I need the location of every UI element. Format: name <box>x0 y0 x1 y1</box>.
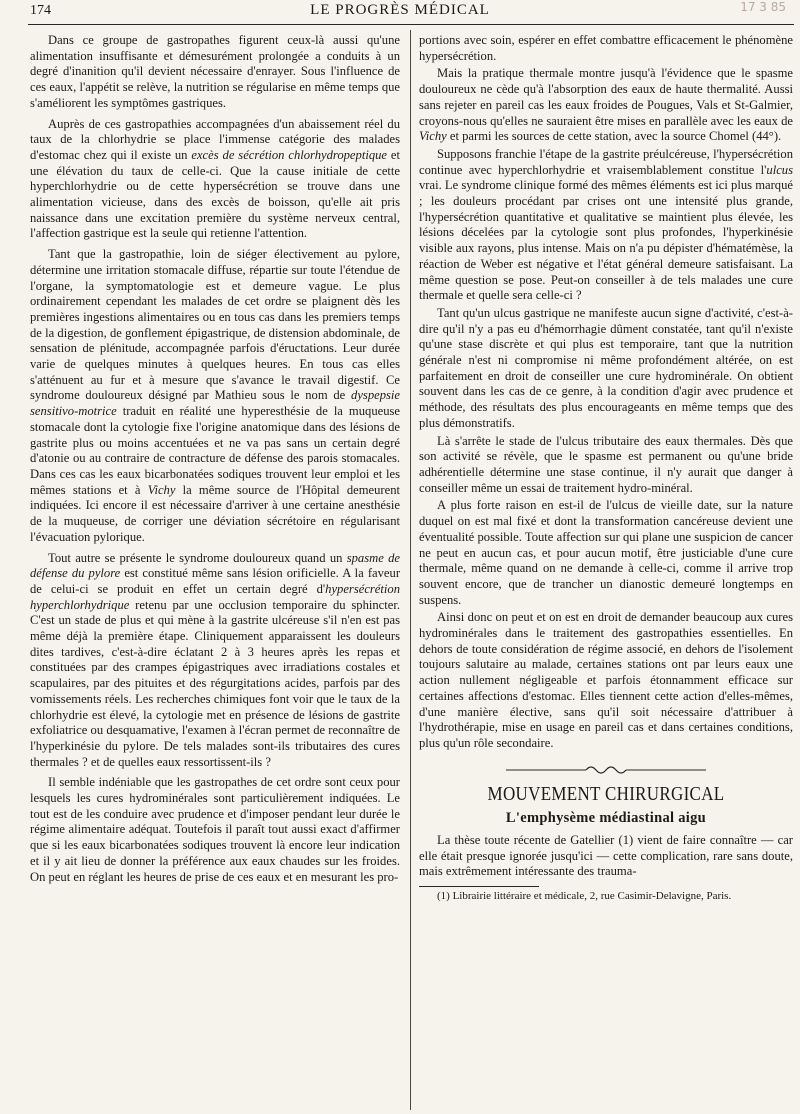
left-paragraph-2: Auprès de ces gastropathies accompagnées d'un abaissement réel du taux de la chlorhydrie se place l'immense catégorie des malades d'estomac chez qui il existe un excès de sécrétion chlorhydropeptique et une élévation du taux de celle-ci. Que la cause initiale de cette hyperchlorhydrie ou de cette hypersécrétion se trouve dans une alimentation vicieuse, dans des excès de boisson, qu'elle ait pris naissance dans une excitation première du système nerveux central, l'affection gastrique est la seule qui retienne l'attention. <box>30 116 400 241</box>
right-paragraph-5: Là s'arrête le stade de l'ulcus tributaire des eaux thermales. Dès que son activité se révèle, que le spasme est permanent ou qu'une bride adhérentielle détermine une stase continue, il n'y aurait que danger à conseiller même un essai de traitement hydro-minéral. <box>419 433 793 495</box>
ornament-divider-icon <box>506 764 706 776</box>
column-divider <box>410 30 411 1110</box>
right-paragraph-2: Mais la pratique thermale montre jusqu'à l'évidence que le spasme douloureux ne cède qu'à l'absorption des eaux de haute thermalité. Aussi sans rejeter en pareil cas les eaux froides de Pougues, Vals et St-Galmier, croyons-nous qu'elles ne sauraient être mises en parallèle avec les eaux de Vichy et parmi les sources de cette station, avec la source Chomel (44°). <box>419 66 793 144</box>
right-paragraph-3: Supposons franchie l'étape de la gastrite préulcéreuse, l'hypersécrétion continue avec hyperchlorhydrie et vraisemblablement constitue l'ulcus vrai. Le syndrome clinique formé des mêmes éléments est ici plus marqué ; les douleurs procédant par crises ont une intensité plus grande, l'hypersécrétion quantitative et qualitative se maintient plus élevée, les lésions décelées par la cytologie sont plus profondes, l'hyperkinésie visible aux rayons, plus intense. Mais on n'a pu dépister d'hématémèse, la réaction de Weber est négative et l'état général demeure satisfaisant. La même question se pose. Peut-on conseiller à de tels malades une cure thermale et quelle sera celle-ci ? <box>419 146 793 303</box>
right-paragraph-7: Ainsi donc on peut et on est en droit de demander beaucoup aux cures hydrominérales dans le traitement des gastropathies essentielles. En dehors de toute considération de régime associé, en dehors de l'isolement toujours salutaire au malade, certaines stations ont par leurs eaux une action nullement négligeable et parfois étonnamment efficace sur certaines affections d'estomac. Elles tiennent cette action d'elles-mêmes, d'une manière élective, sans qu'il soit nécessaire d'attribuer à l'hydrothérapie, mise en usage en pareil cas et dans certaines conditions, plus qu'un rôle secondaire. <box>419 610 793 750</box>
article-paragraph: La thèse toute récente de Gatellier (1) vient de faire connaître — car elle était presque ignorée jusqu'ici — cette complication, rare sans doute, mais extrêmement intéressante des trauma- <box>419 833 793 879</box>
left-paragraph-4: Tout autre se présente le syndrome douloureux quand un spasme de défense du pylore est constitué même sans lésion orificielle. A la faveur de celui-ci se produit en effet un certain degré d'hypersécrétion hyperchlorhydrique retenu par une occlusion temporaire du sphincter. C'est un stade de plus et qui mène à la gastrite ulcéreuse s'il n'en est pas même déjà la première étape. Cliniquement apparaissent les douleurs dites tardives, c'est-à-dire éclatant 2 à 3 heures après les repas et constituées par des crampes épigastriques avec irradiations costales et scapulaires, par des pituites et des régurgitations acides, parfois par des vomissements réels. Les recherches chimiques font voir que le taux de la chlorhydrie est élevé, la cytologie met en présence de lésions de gastrite exfoliatrice ou desquamative, l'examen à l'écran permet de reconnaître de l'hyperkinésie du pylore. De tels malades sont-ils tributaires des cures thermales ? et de quelles eaux ressortissent-ils ? <box>30 550 401 769</box>
left-column <box>30 33 400 887</box>
library-stamp: 17 3 85 <box>740 0 786 14</box>
page-header <box>0 0 800 22</box>
left-paragraph-5: Il semble indéniable que les gastropathes de cet ordre sont ceux pour lesquels les cures hydrominérales sont particulièrement indiquées. Le tout est de les conduire avec prudence et d'imposer pendant leur durée le régime alimentaire adéquat. Toutefois il paraît tout aussi exact d'affirmer que si les eaux bicarbonatées sodiques trouvent là encore leur indication et il y ait lieu de donner la préférence aux eaux chaudes sur les froides. On peut en réglant les heures de prise de ces eaux et en mesurant les pro- <box>30 775 400 884</box>
article-title: L'emphysème médiastinal aigu <box>505 810 707 827</box>
running-title: LE PROGRÈS MÉDICAL <box>310 2 490 18</box>
page-number: 174 <box>30 3 51 18</box>
right-paragraph-4: Tant qu'un ulcus gastrique ne manifeste aucun signe d'activité, c'est-à-dire qu'il n'y a pas eu d'hémorrhagie dûment constatée, tant qu'il n'existe qu'une stase discrète et qui plus est temporaire, tant que la nutrition générale n'est ni compromise ni même profondément altérée, on est parfaitement en droit de conseiller une cure hydrominérale. On obtient souvent dans les cas de ce genre, à la condition d'agir avec prudence et méthode, des résultats des plus encourageants en même temps que des plus démonstratifs. <box>419 305 793 430</box>
footnote: (1) Librairie littéraire et médicale, 2, rue Casimir-Delavigne, Paris. <box>437 890 732 903</box>
section-title: MOUVEMENT CHIRURGICAL <box>487 782 725 805</box>
left-paragraph-3: Tant que la gastropathie, loin de siéger électivement au pylore, détermine une irritation stomacale diffuse, répartie sur toute l'étendue de l'organe, la symptomatologie est et demeure vague. Le plus ordinairement cependant les malades de cet ordre se plaignent dès les premières ingestions alimentaires ou en tous cas dans les premiers temps de la digestion, de gonflement épigastrique, de distension abdominale, de sensation de plénitude, accompagnée parfois d'éructations. Leur durée varie de quelques minutes à quelques heures. En tous cas elles s'atténuent au fur et à mesure que s'avance le travail digestif. Ce syndrome douloureux désigné par Mathieu sous le nom de dyspepsie sensitivo-motrice traduit en réalité une hyperesthésie de la muqueuse stomacale dont la cytologie fixe l'origine anatomique dans des lésions de gastrite plus ou moins accentuées et ne va pas sans un certain degré d'atonie ou au contraire de contracture de défense des parois stomacales. Dans ces cas les eaux bicarbonatées sodiques trouvent leur emploi et les mêmes stations et à Vichy la même source de l'Hôpital demeurent indiquées. Ici encore il est nécessaire d'arriver à une certaine anesthésie de la muqueuse, de corriger une déviation sécrétoire en régularisant l'évacuation pylorique. <box>30 247 400 544</box>
footnote-rule <box>419 886 539 887</box>
right-column <box>419 33 793 905</box>
header-rule <box>28 24 794 25</box>
left-paragraph-1: Dans ce groupe de gastropathes figurent ceux-là aussi qu'une alimentation insuffisante et démesurément prolongée a conduits à un degré d'inanition qu'il devient nécessaire d'enrayer. Sous l'influence de ces eaux, l'appétit se relève, la nutrition se régularise en même temps que s'améliorent les symptômes gastriques. <box>30 33 400 110</box>
right-paragraph-6: A plus forte raison en est-il de l'ulcus de vieille date, sur la nature duquel on est mal fixé et dont la transformation cancéreuse devient une éventualité possible. Toute affection sur qui plane une suspicion de cancer ne peut en aucun cas, et pour aucun motif, être justiciable d'une cure thermale, même quand on ne demande à celle-ci, comme il arrive trop souvent encore, que de trancher un dianostic demeuré longtemps en suspens. <box>419 498 793 607</box>
right-paragraph-1: portions avec soin, espérer en effet combattre efficacement le phénomène hypersécrétion. <box>419 33 793 63</box>
